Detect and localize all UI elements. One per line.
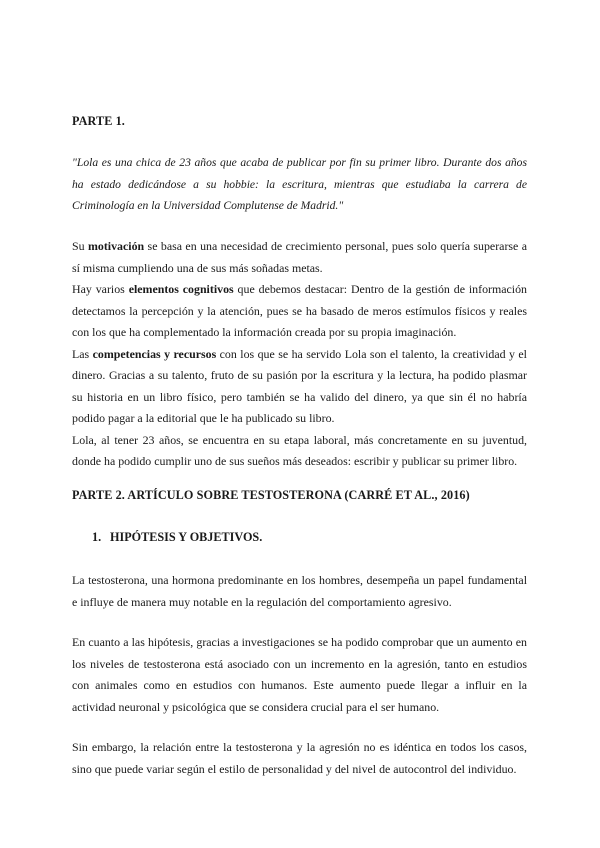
cognitive-paragraph	[72, 279, 527, 344]
intro-quote: "Lola es una chica de 23 años que acaba de publicar por fin su primer libro. Durante dos años ha estado dedicándose a su hobbie: la escritura, mientras que estudiaba la carrera de Criminología en la Universidad Complutense de Madrid."	[72, 156, 527, 212]
bold-term: elementos cognitivos	[128, 282, 234, 296]
text: que debemos destacar: Dentro de la gestión de información detectamos la percepción y la atención, pues se ha basado de meros estímulos físicos y reales con los que ha complementado la información creada por su propia imaginación.	[72, 282, 527, 339]
age-paragraph: Lola, al tener 23 años, se encuentra en su etapa laboral, más concretamente en su juventud, donde ha podido cumplir uno de sus sueños más deseados: escribir y publicar su primer libro.	[72, 432, 527, 468]
bold-term: competencias y recursos	[92, 346, 217, 361]
testosterone-intro-paragraph: La testosterona, una hormona predominante en los hombres, desempeña un papel fundamental e influye de manera muy notable en la regulación del comportamiento agresivo.	[72, 573, 527, 609]
section1-heading	[92, 530, 262, 545]
text: Hay varios	[72, 282, 129, 296]
part2-heading: PARTE 2. ARTÍCULO SOBRE TESTOSTERONA (CARRÉ ET AL., 2016)	[72, 488, 470, 502]
section-title: HIPÓTESIS Y OBJETIVOS.	[110, 530, 263, 544]
hypotheses-paragraph: En cuanto a las hipótesis, gracias a investigaciones se ha podido comprobar que un aumento en los niveles de testosterona está asociado con un incremento en la agresión, tanto en estudios con animales como en estudios con humanos. Este aumento puede llegar a influir en la actividad neuronal y psicológica que se considera crucial para el ser humano.	[72, 635, 527, 714]
text: se basa en una necesidad de crecimiento personal, pues solo quería superarse a sí misma cumpliendo una de sus más soñadas metas.	[72, 239, 528, 275]
text: Las	[72, 346, 93, 361]
part1-heading: PARTE 1.	[72, 114, 125, 128]
text: con los que se ha servido Lola son el talento, la creatividad y el dinero. Gracias a su talento, fruto de su pasión por la escritura y la lectura, ha podido plasmar su historia en un libro físico, pero también se ha valido del dinero, ya que sin él no habría podido pagar a la editorial que le ha publicado su libro.	[72, 346, 527, 425]
variation-paragraph: Sin embargo, la relación entre la testosterona y la agresión no es idéntica en todos los casos, sino que puede variar según el estilo de personalidad y del nivel de autocontrol del individuo.	[72, 740, 527, 776]
bold-term: motivación	[87, 239, 145, 253]
section-number: 1.	[92, 530, 102, 544]
part1-body	[72, 236, 527, 473]
motivation-paragraph	[72, 236, 527, 279]
competencies-paragraph	[72, 344, 527, 430]
text: Su	[72, 239, 88, 253]
